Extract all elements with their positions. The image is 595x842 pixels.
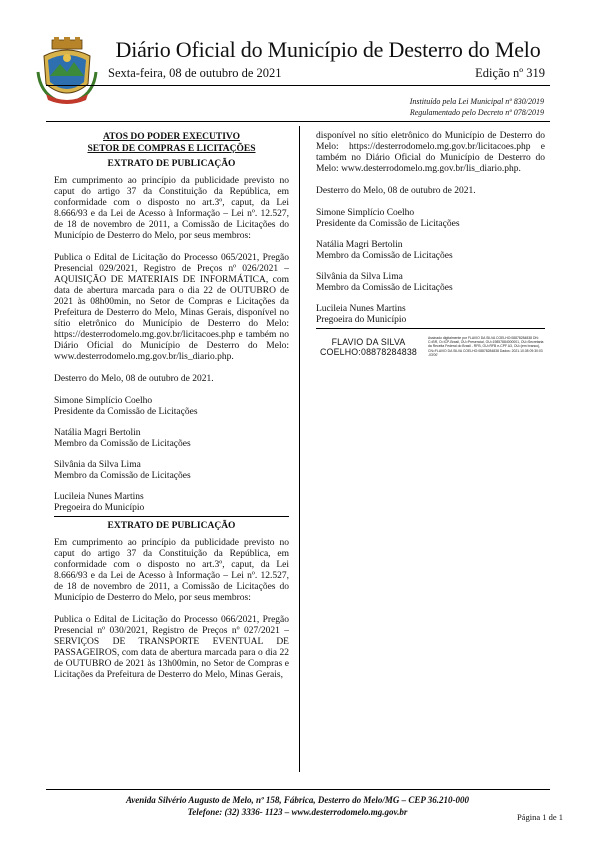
signer-role: Membro da Comissão de Licitações <box>316 283 453 293</box>
signer-role: Membro da Comissão de Licitações <box>54 439 191 449</box>
paragraph: Em cumprimento ao princípio da publicidade previsto no caput do artigo 37 da Constituição da República, em conformidade com o disposto no art.3º, caput, da Lei 8.666/93 e da Lei de Acesso à Informação – Lei nº. 12.527, de 18 de novembro de 2011, a Comissão de Licitações do Município de Desterro do Melo, por seus membros: <box>54 176 289 241</box>
municipal-crest-icon <box>34 36 100 106</box>
signer-role: Membro da Comissão de Licitações <box>54 471 191 481</box>
digital-signer-line2: COELHO:08878284838 <box>320 347 418 357</box>
signer-role: Membro da Comissão de Licitações <box>316 251 453 261</box>
regulated-note: Regulamentado pelo Decreto nº 078/2019 <box>409 108 544 117</box>
footer-divider <box>46 789 550 790</box>
signer-name: Simone Simplício Coelho <box>54 396 153 406</box>
signature-block <box>316 240 545 262</box>
instituted-note: Instituído pela Lei Municipal nº 830/2019 <box>409 97 544 106</box>
signature-block <box>54 460 289 482</box>
digital-signer-line1: FLAVIO DA SILVA <box>331 337 406 347</box>
column-divider <box>299 126 300 772</box>
signer-name: Simone Simplício Coelho <box>316 208 415 218</box>
paragraph: Publica o Edital de Licitação do Processo 066/2021, Pregão Presencial nº 030/2021, Registro de Preços nº 027/2021 – SERVIÇOS DE TRANSPORTE EVENTUAL DE PASSAGEIROS, com data de abertura marcada para o dia 22 de OUTUBRO de 2021 às 13h00min, no Setor de Compras e Licitações da Prefeitura de Desterro do Melo, Minas Gerais, <box>54 615 289 680</box>
page-title: Diário Oficial do Município de Desterro do Melo <box>115 37 541 62</box>
section-divider <box>54 516 289 517</box>
left-column <box>54 131 289 681</box>
paragraph: Em cumprimento ao princípio da publicidade previsto no caput do artigo 37 da Constituição da República, em conformidade com o disposto no art.3º, caput, da Lei 8.666/93 e da Lei de Acesso à Informação – Lei nº. 12.527, de 18 de novembro de 2011, a Comissão de Licitações do Município de Desterro do Melo, por seus membros: <box>54 538 289 603</box>
extrato-title: EXTRATO DE PUBLICAÇÃO <box>107 521 236 531</box>
signature-block <box>316 208 545 230</box>
signer-role: Presidente da Comissão de Licitações <box>316 219 460 229</box>
date-line: Desterro do Melo, 08 de outubro de 2021. <box>54 374 214 384</box>
digital-signature <box>316 333 545 361</box>
edition-number: Edição nº 319 <box>475 66 545 80</box>
section-subheading: SETOR DE COMPRAS E LICITAÇÕES <box>87 144 256 154</box>
signer-role: Pregoeira do Município <box>54 503 145 513</box>
signature-block <box>316 304 545 326</box>
signer-name: Natália Magri Bertolin <box>54 428 141 438</box>
header-divider <box>46 85 550 86</box>
paragraph: disponível no sítio eletrônico do Município de Desterro do Melo: https://desterrodomelo.mg.gov.br/licitacoes.php e também no Diário Oficial do Município de Desterro do Melo: www.desterrodomelo.mg.gov.br/lis_diario.php. <box>316 131 545 174</box>
paragraph: Publica o Edital de Licitação do Processo 065/2021, Pregão Presencial 029/2021, Registro de Preços nº 026/2021 – AQUISIÇÃO DE MATERIAIS DE INFORMÁTICA, com data de abertura marcada para o dia 22 de OUTUBRO de 2021 às 08h00min, no Setor de Compras e Licitações da Prefeitura de Desterro do Melo, Minas Gerais, disponível no sítio eletrônico do Município de Desterro do Melo: https://desterrodomelo.mg.gov.br/licitacoes.php e também no Diário Oficial do Município de Desterro do Melo: www.desterrodomelo.mg.gov.br/lis_diario.php. <box>54 253 289 362</box>
right-column <box>316 131 545 361</box>
footer-address: Avenida Silvério Augusto de Melo, nº 158, Fábrica, Desterro do Melo/MG – CEP 36.210-000 <box>125 795 470 805</box>
signature-block <box>54 492 289 514</box>
signer-name: Natália Magri Bertolin <box>316 240 403 250</box>
signer-name: Silvânia da Silva Lima <box>316 272 403 282</box>
extrato-title: EXTRATO DE PUBLICAÇÃO <box>107 159 236 169</box>
signature-block <box>54 428 289 450</box>
signature-divider <box>316 328 545 329</box>
signer-role: Pregoeira do Município <box>316 315 407 325</box>
digital-signature-details: Assinado digitalmente por FLAVIO DA SILVA COELHO:08878284838 DN: C=BR, O=ICP-Brasil, OU=Presencial, OU=19857884000001, OU=Secretaria da Receita Federal do Brasil - RFB, OU=RFB e-CPF A3, OU=(em branco), CN=FLAVIO DA SILVA COELHO:08878284838 Dados: 2021.10.08 09:30:03 -03'00' <box>428 336 544 357</box>
page-number: Página 1 de 1 <box>516 812 563 822</box>
issue-date: Sexta-feira, 08 de outubro de 2021 <box>108 66 282 80</box>
section-heading: ATOS DO PODER EXECUTIVO <box>103 132 240 142</box>
signer-name: Lucileia Nunes Martins <box>54 492 144 502</box>
signer-role: Presidente da Comissão de Licitações <box>54 407 198 417</box>
footer-phone: Telefone: (32) 3336- 1123 – www.desterrodomelo.mg.gov.br <box>187 807 408 817</box>
date-line: Desterro do Melo, 08 de outubro de 2021. <box>316 186 476 196</box>
signer-name: Silvânia da Silva Lima <box>54 460 141 470</box>
signature-block <box>54 396 289 418</box>
signer-name: Lucileia Nunes Martins <box>316 304 406 314</box>
signature-block <box>316 272 545 294</box>
digital-signer <box>320 337 417 357</box>
header-divider-bottom <box>46 121 550 122</box>
